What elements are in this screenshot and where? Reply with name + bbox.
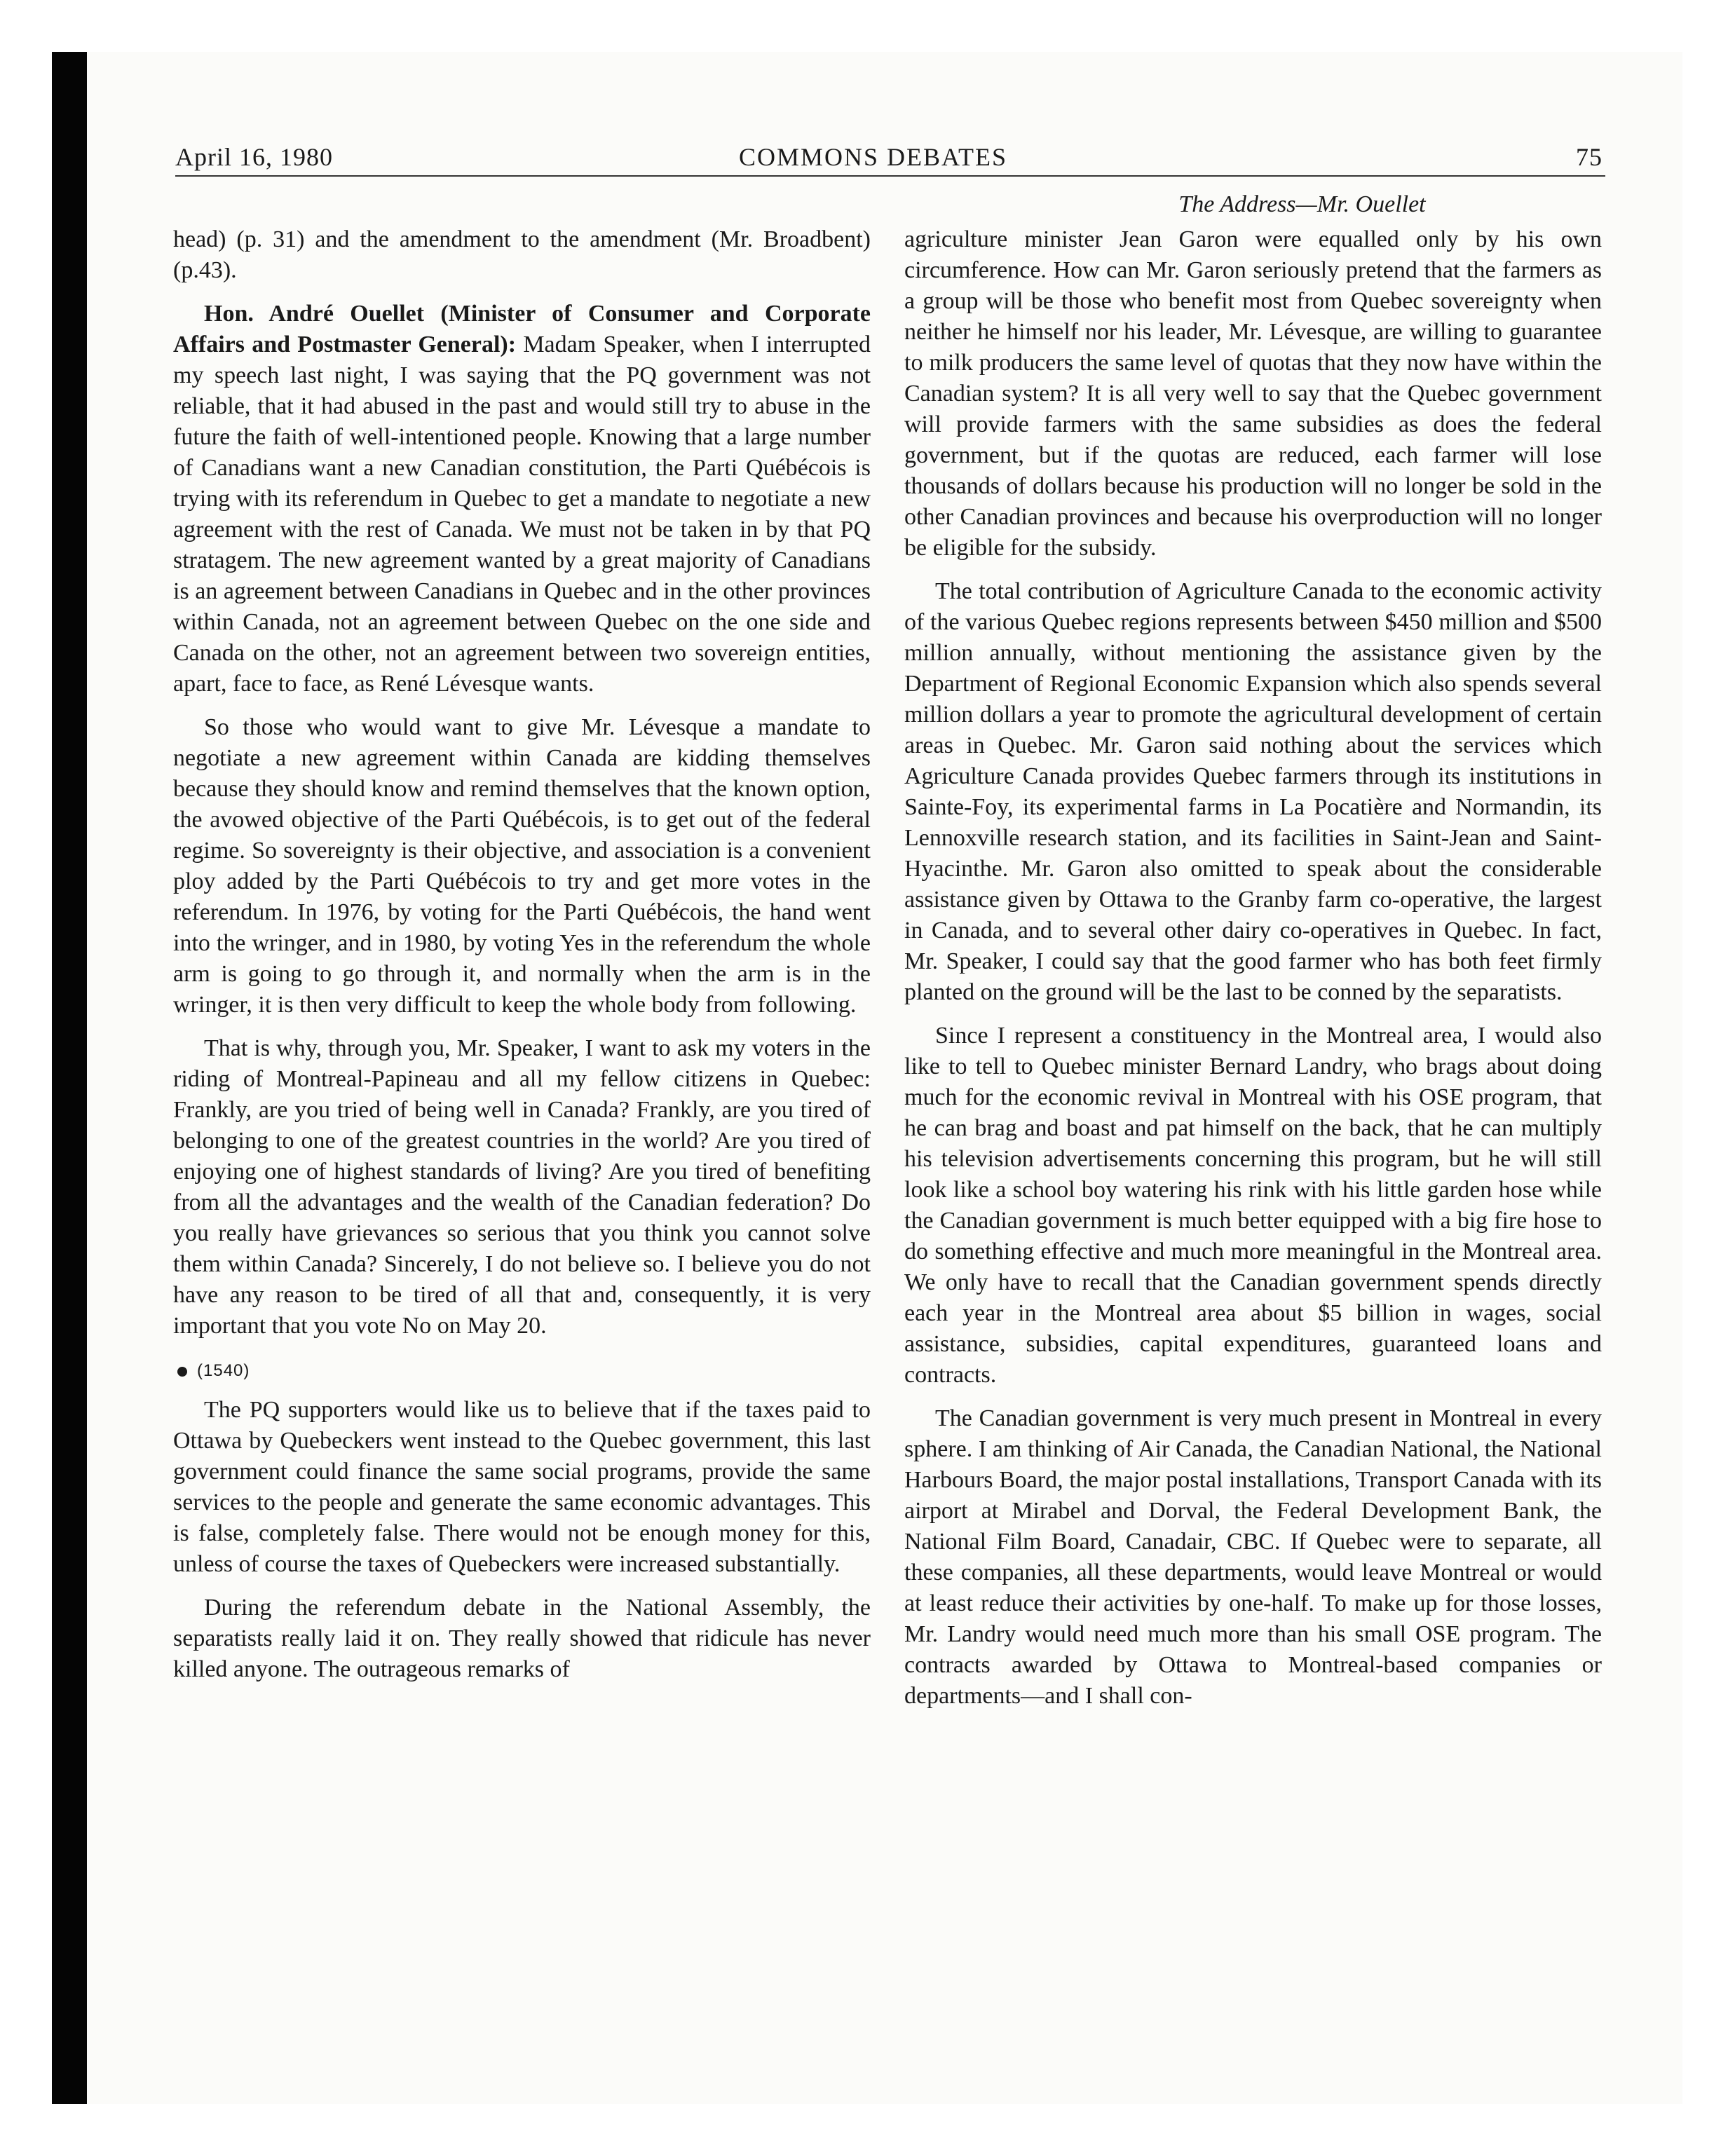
header-rule (175, 175, 1605, 177)
bullet-icon (177, 1367, 187, 1377)
page-number: 75 (1576, 143, 1603, 171)
paragraph: That is why, through you, Mr. Speaker, I want to ask my voters in the riding of Montreal-Papineau and all my fellow citizens in Quebec: Frankly, are you tried of being well in Canada? Frankly, are you tired of belonging to one of the greatest countries in the world? Are you tired of enjoying one of highest standards of living? Are you tired of benefiting from all the advantages and the wealth of the Canadian federation? Do you really have grievances so serious that you think you cannot solve them within Canada? Sincerely, I do not believe so. I believe you do not have any reason to be tired of all that and, consequently, it is very important that you vote No on May 20. (173, 1035, 871, 1339)
header-title: COMMONS DEBATES (739, 143, 1008, 171)
paragraph: The total contribution of Agriculture Canada to the economic activity of the various Quebec regions represents between $450 million and $500 million annually, without mentioning the assistance given by the Department of Regional Economic Expansion which also spends several million dollars a year to promote the agricultural development of certain areas in Quebec. Mr. Garon said nothing about the services which Agriculture Canada provides Quebec farmers through its institutions in Sainte-Foy, its experimental farms in La Pocatière and Normandin, its Lennoxville research station, and its facilities in Saint-Jean and Saint-Hyacinthe. Mr. Garon also omitted to speak about the considerable assistance given by Ottawa to the Granby farm co-operative, the largest in Canada, and to several other dairy co-operatives in Quebec. In fact, Mr. Speaker, I could say that the good farmer who has both feet firmly planted on the ground will be the last to be conned by the separatists. (904, 578, 1602, 1005)
paragraph: The PQ supporters would like us to believe that if the taxes paid to Ottawa by Quebeckers went instead to the Quebec government, this last government could finance the same social programs, provide the same services to the people and generate the same economic advantages. This is false, completely false. There would not be enough money for this, unless of course the taxes of Quebeckers were increased substantially. (173, 1397, 871, 1577)
speaker-name: Hon. André Ouellet (Minister of Consumer and Corporate Affairs and Postmaster General): (173, 301, 871, 357)
paragraph: So those who would want to give Mr. Lévesque a mandate to negotiate a new agreement within Canada are kidding themselves because they should know and remind themselves that the known option, the avowed objective of the Parti Québécois, is to get out of the federal regime. So sovereignty is their objective, and association is a convenient ploy added by the Parti Québécois to try and get more votes in the referendum. In 1976, by voting for the Parti Québécois, the hand went into the wringer, and in 1980, by voting Yes in the referendum the whole arm is going to go through it, and normally when the arm is in the wringer, it is then very difficult to keep the whole body from following. (173, 714, 871, 1018)
paragraph: agriculture minister Jean Garon were equalled only by his own circumference. How can Mr. Garon seriously pretend that the farmers as a group will be those who benefit most from Quebec sovereignty when neither he himself nor his leader, Mr. Lévesque, are willing to guarantee to milk producers the same level of quotas that they now have within the Canadian system? It is all very well to say that the Quebec government will provide farmers with the same subsidies as does the federal government, but if the quotas are reduced, each farmer will lose thousands of dollars because his production will no longer be sold in the other Canadian provinces and because his overproduction will no longer be eligible for the subsidy. (904, 226, 1602, 561)
paragraph: The Canadian government is very much present in Montreal in every sphere. I am thinking of Air Canada, the Canadian National, the National Harbours Board, the major postal installations, Transport Canada with its airport at Mirabel and Dorval, the Federal Development Bank, the National Film Board, Canadair, CBC. If Quebec were to separate, all these companies, all these departments, would leave Montreal or would at least reduce their activities by one-half. To make up for those losses, Mr. Landry would need much more than his small OSE program. The contracts awarded by Ottawa to Montreal-based companies or departments—and I shall con- (904, 1405, 1602, 1709)
left-column (173, 189, 871, 1685)
header-date: April 16, 1980 (175, 143, 333, 171)
left-column-top-spacer (173, 189, 871, 224)
paragraph: During the referendum debate in the National Assembly, the separatists really laid it on. They really showed that ridicule has never killed anyone. The outrageous remarks of (173, 1595, 871, 1682)
paragraph: head) (p. 31) and the amendment to the amendment (Mr. Broadbent) (p.43). (173, 226, 871, 283)
binding-edge (52, 52, 87, 2104)
paragraph: Since I represent a constituency in the Montreal area, I would also like to tell to Quebec minister Bernard Landry, who brags about doing much for the economic revival in Montreal with his OSE program, that he can brag and boast and pat himself on the back, that he can multiply his television advertisements concerning this program, but he will still look like a school boy watering his rink with his little garden hose while the Canadian government is much better equipped with a big fire hose to do something effective and much more meaningful in the Montreal area. We only have to recall that the Canadian government spends directly each year in the Montreal area about $5 billion in wages, social assistance, subsidies, capital expenditures, guaranteed loans and contracts. (904, 1023, 1602, 1388)
right-column (904, 189, 1602, 1712)
running-head: The Address—Mr. Ouellet (1178, 191, 1426, 217)
timestamp: (1540) (197, 1361, 250, 1380)
speech-text: Madam Speaker, when I interrupted my speech last night, I was saying that the PQ government was not reliable, that it had abused in the past and would still try to abuse in the future the faith of well-intentioned people. Knowing that a large number of Canadians want a new Canadian constitution, the Parti Québécois is trying with its referendum in Quebec to get a mandate to negotiate a new agreement with the rest of Canada. We must not be taken in by that PQ stratagem. The new agreement wanted by a great majority of Canadians is an agreement between Canadians in Quebec and in the other provinces within Canada, not an agreement between Quebec on the one side and Canada on the other, not an agreement between two sovereign entities, apart, face to face, as René Lévesque wants. (173, 332, 871, 697)
speech-opening-paragraph (173, 299, 871, 700)
timestamp-marker (173, 1356, 871, 1386)
